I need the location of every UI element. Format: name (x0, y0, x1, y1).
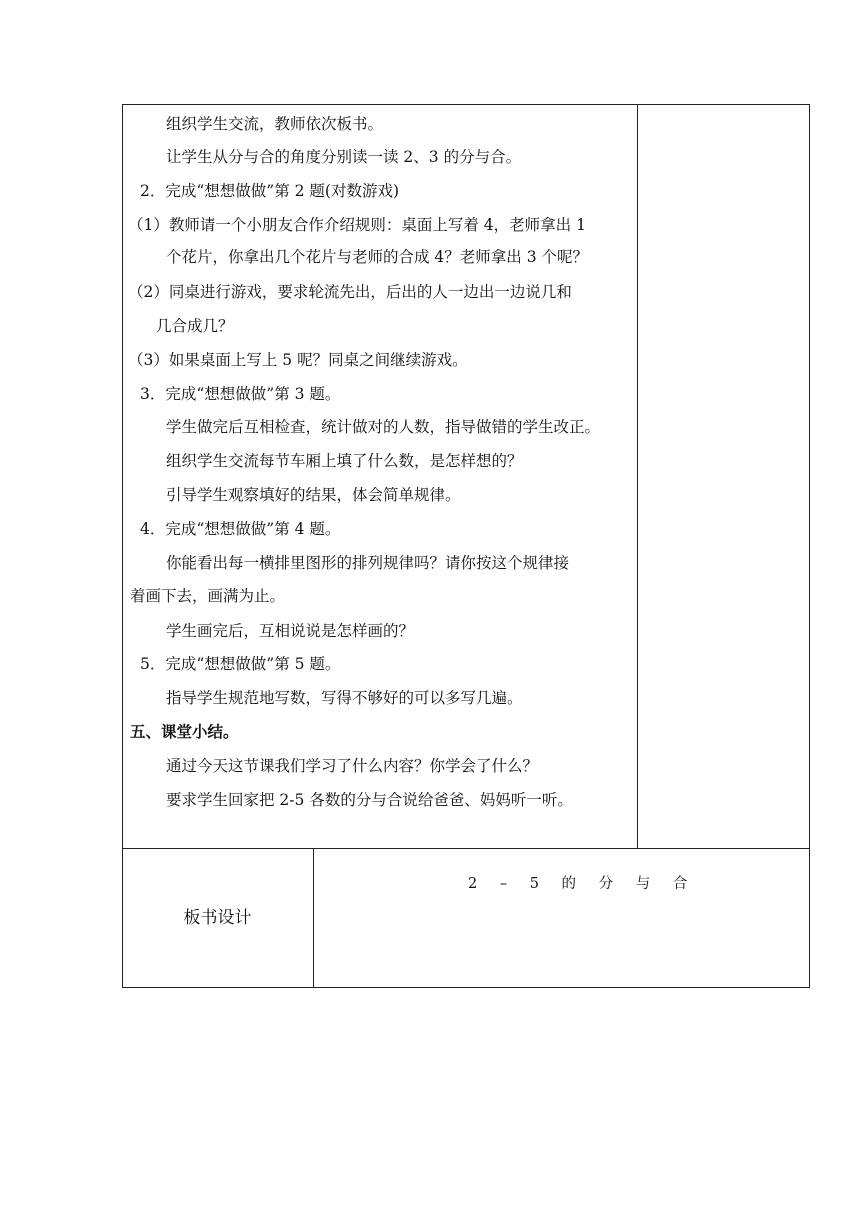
board-design-title: 2 – 5 的 分 与 合 (468, 876, 697, 892)
lesson-line: 学生做完后互相检查，统计做对的人数，指导做错的学生改正。 (166, 418, 601, 436)
lesson-line: 你能看出每一横排里图形的排列规律吗？请你按这个规律接 (166, 554, 570, 572)
lesson-line: 让学生从分与合的角度分别读一读 2、3 的分与合。 (166, 148, 522, 166)
lesson-line: 4．完成“想想做做”第 4 题。 (140, 520, 341, 538)
section-heading: 五、课堂小结。 (130, 722, 239, 741)
lesson-line: 学生画完后，互相说说是怎样画的？ (166, 622, 415, 640)
lesson-line: 要求学生回家把 2-5 各数的分与合说给爸爸、妈妈听一听。 (166, 791, 573, 809)
lesson-line: 几合成几？ (156, 317, 234, 335)
lesson-line: 组织学生交流，教师依次板书。 (166, 115, 384, 133)
lesson-table (122, 104, 810, 988)
lesson-line: 着画下去，画满为止。 (130, 587, 286, 605)
lesson-line: 指导学生规范地写数，写得不够好的可以多写几遍。 (166, 689, 523, 707)
board-label-divider (313, 848, 314, 988)
lesson-line: 引导学生观察填好的结果，体会简单规律。 (166, 486, 461, 504)
lesson-line: 通过今天这节课我们学习了什么内容？你学会了什么？ (166, 757, 539, 775)
board-design-label: 板书设计 (183, 908, 252, 928)
notes-column-divider (637, 104, 638, 848)
lesson-line: 个花片，你拿出几个花片与老师的合成 4？老师拿出 3 个呢？ (166, 248, 589, 266)
lesson-line: （1）教师请一个小朋友合作介绍规则：桌面上写着 4，老师拿出 1 (128, 216, 586, 234)
lesson-line: 组织学生交流每节车厢上填了什么数，是怎样想的？ (166, 452, 523, 470)
lesson-line: 3．完成“想想做做”第 3 题。 (140, 385, 341, 403)
lesson-line: 5．完成“想想做做”第 5 题。 (140, 655, 341, 673)
lesson-line: 2．完成“想想做做”第 2 题(对数游戏) (140, 182, 400, 200)
board-row-divider (122, 848, 810, 849)
lesson-line: （2）同桌进行游戏，要求轮流先出，后出的人一边出一边说几和 (128, 283, 572, 301)
lesson-line: （3）如果桌面上写上 5 呢？同桌之间继续游戏。 (128, 351, 468, 369)
